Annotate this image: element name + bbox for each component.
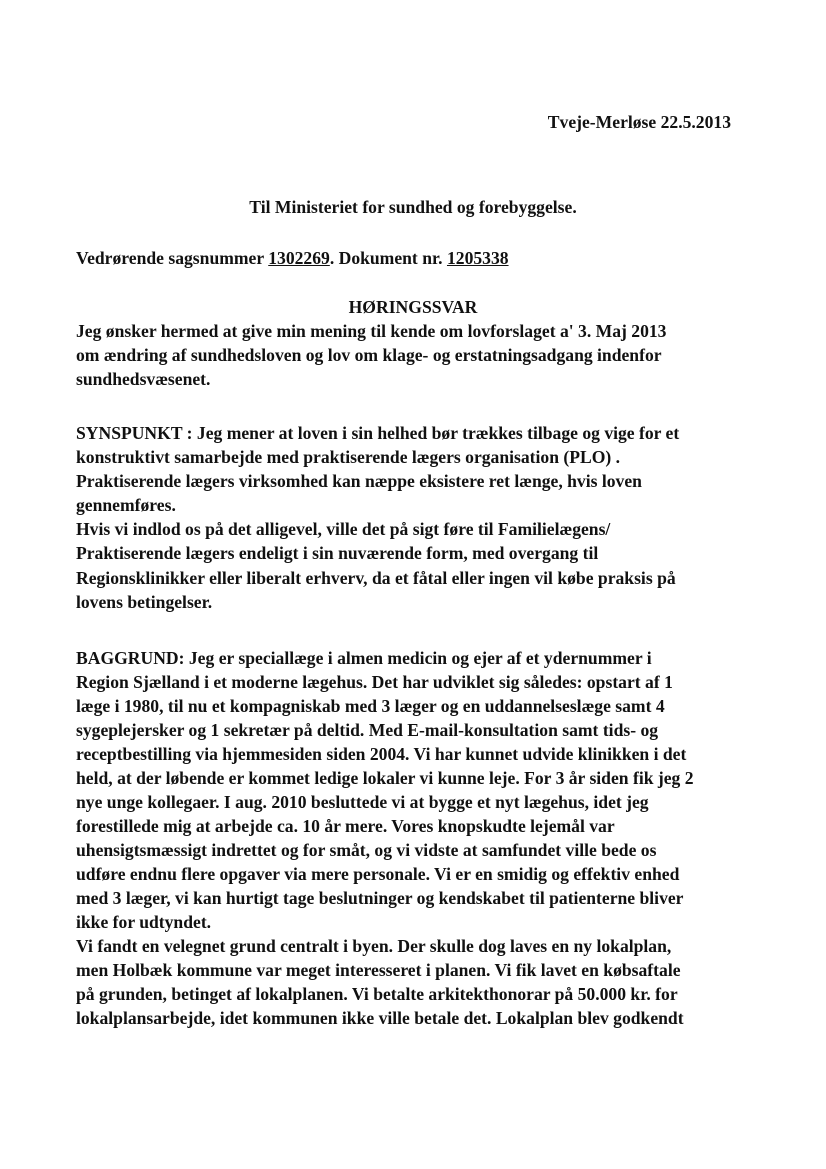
reference-middle: . Dokument nr. xyxy=(329,248,447,268)
place-date: Tveje-Merløse 22.5.2013 xyxy=(547,112,731,132)
intro-line: om ændring af sundhedsloven og lov om klage- og erstatningsadgang indenfor xyxy=(76,345,662,365)
recipient-line: Til Ministeriet for sundhed og forebyggelse. xyxy=(249,197,577,217)
baggrund-line: nye unge kollegaer. I aug. 2010 besluttede vi at bygge et nyt lægehus, idet jeg xyxy=(76,792,649,812)
synspunkt-line: Praktiserende lægers endeligt i sin nuværende form, med overgang til xyxy=(76,543,599,563)
baggrund-line: forestillede mig at arbejde ca. 10 år mere. Vores knopskudte lejemål var xyxy=(76,816,615,836)
intro-line: Jeg ønsker hermed at give min mening til kende om lovforslaget a' 3. Maj 2013 xyxy=(76,321,667,341)
reference-prefix: Vedrørende sagsnummer xyxy=(76,248,269,268)
baggrund-line: udføre endnu flere opgaver via mere personale. Vi er en smidig og effektiv enhed xyxy=(76,864,680,884)
baggrund-line: sygeplejersker og 1 sekretær på deltid. Med E-mail-konsultation samt tids- og xyxy=(76,720,659,740)
synspunkt-line: Regionsklinikker eller liberalt erhverv, da et fåtal eller ingen vil købe praksis på xyxy=(76,568,676,588)
synspunkt-line: gennemføres. xyxy=(76,495,176,515)
document-title: HØRINGSSVAR xyxy=(348,297,478,317)
baggrund-line: receptbestilling via hjemmesiden siden 2004. Vi har kunnet udvide klinikken i det xyxy=(76,744,687,764)
baggrund-line: lokalplansarbejde, idet kommunen ikke ville betale det. Lokalplan blev godkendt xyxy=(76,1008,684,1028)
baggrund-line: med 3 læger, vi kan hurtigt tage beslutninger og kendskabet til patienterne bliver xyxy=(76,888,684,908)
baggrund-line: på grunden, betinget af lokalplanen. Vi betalte arkitekthonorar på 50.000 kr. for xyxy=(76,984,678,1004)
baggrund-line: uhensigtsmæssigt indrettet og for småt, og vi vidste at samfundet ville bede os xyxy=(76,840,657,860)
reference-line xyxy=(76,246,509,270)
baggrund-line: men Holbæk kommune var meget interesseret i planen. Vi fik lavet en købsaftale xyxy=(76,960,681,980)
synspunkt-line: Praktiserende lægers virksomhed kan næppe eksistere ret længe, hvis loven xyxy=(76,471,642,491)
baggrund-line: Region Sjælland i et moderne lægehus. Det har udviklet sig således: opstart af 1 xyxy=(76,672,673,692)
baggrund-line: ikke for udtyndet. xyxy=(76,912,212,932)
synspunkt-line: SYNSPUNKT : Jeg mener at loven i sin helhed bør trækkes tilbage og vige for et xyxy=(76,423,680,443)
baggrund-line: læge i 1980, til nu et kompagniskab med 3 læger og en uddannelseslæge samt 4 xyxy=(76,696,665,716)
synspunkt-line: lovens betingelser. xyxy=(76,592,213,612)
intro-line: sundhedsvæsenet. xyxy=(76,369,211,389)
case-number: 1302269 xyxy=(268,248,330,268)
synspunkt-line: Hvis vi indlod os på det alligevel, ville det på sigt føre til Familielægens/ xyxy=(76,519,611,539)
baggrund-line: held, at der løbende er kommet ledige lokaler vi kunne leje. For 3 år siden fik jeg 2 xyxy=(76,768,694,788)
document-number: 1205338 xyxy=(446,248,509,268)
synspunkt-line: konstruktivt samarbejde med praktiserende lægers organisation (PLO) . xyxy=(76,447,621,467)
baggrund-line: Vi fandt en velegnet grund centralt i byen. Der skulle dog laves en ny lokalplan, xyxy=(76,936,672,956)
baggrund-line: BAGGRUND: Jeg er speciallæge i almen medicin og ejer af et ydernummer i xyxy=(76,648,652,668)
